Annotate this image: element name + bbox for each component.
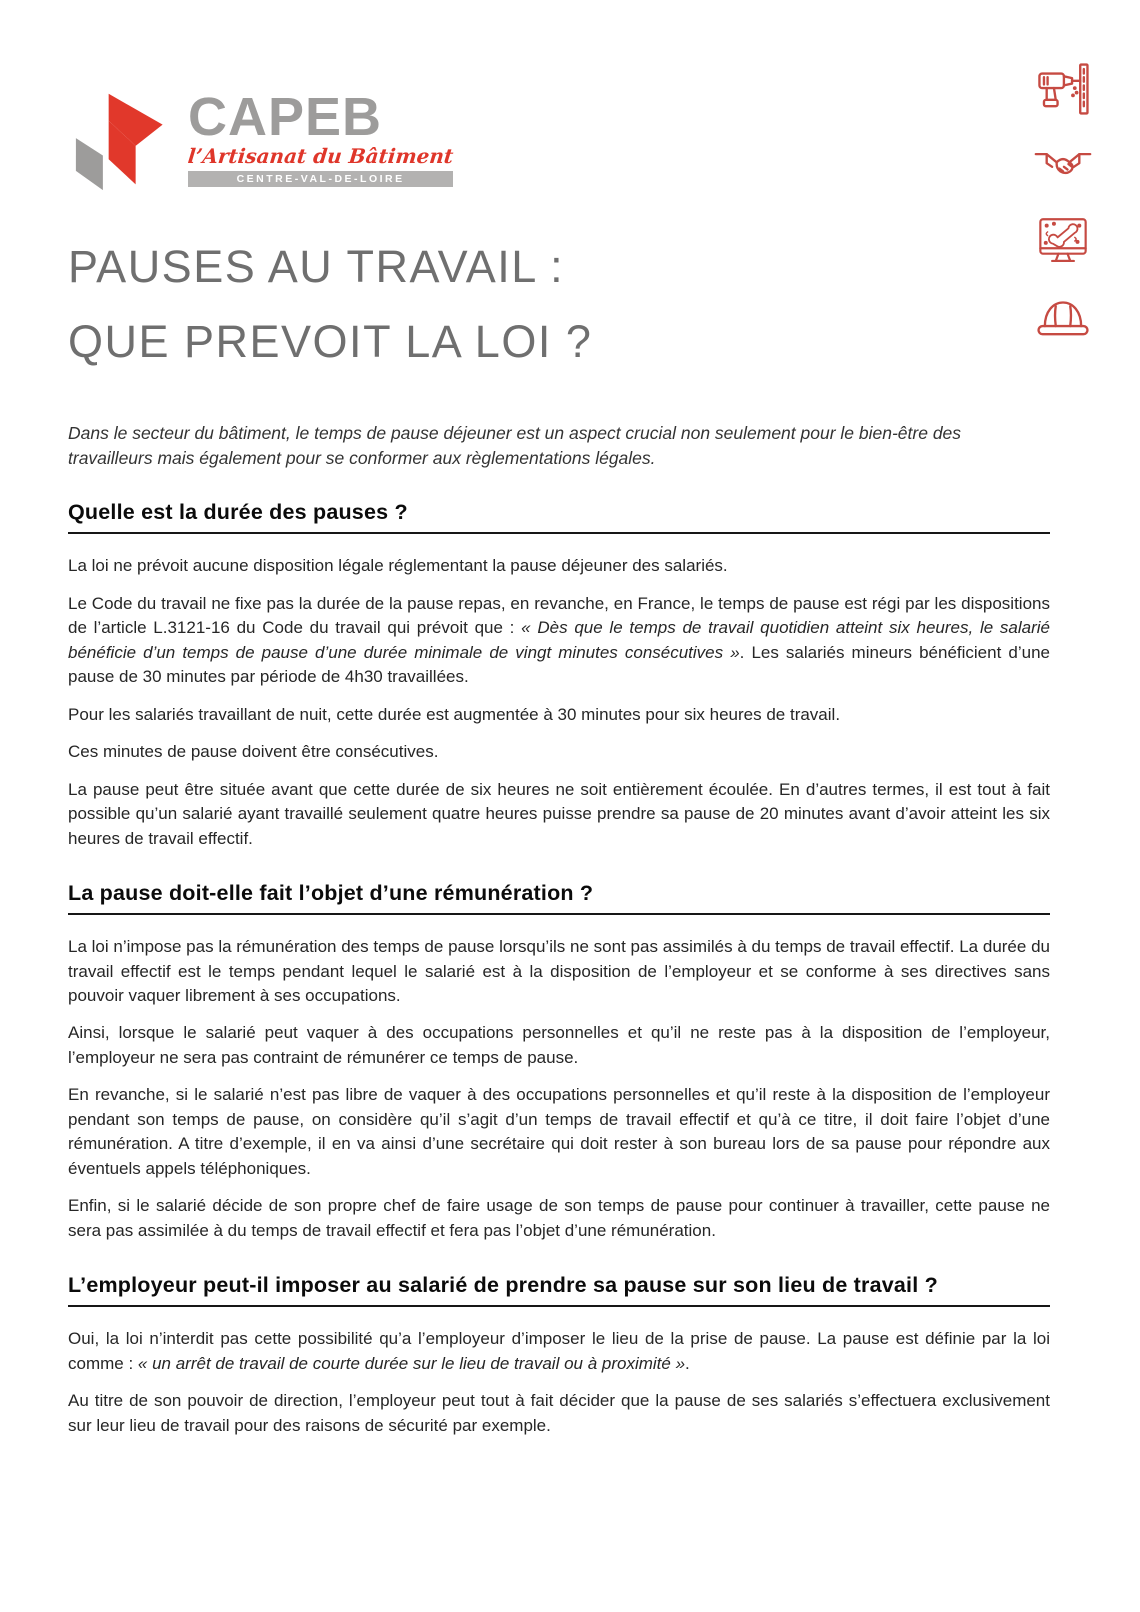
- body-text: En revanche, si le salarié n’est pas libre de vaquer à des occupations personnelles et qu’il reste à la disposition de l’employeur pendant son temps de pause, on considère qu’il s’agit d’un temps de travail effectif et qu’à ce titre, il doit faire l’objet d’une rémunération. A titre d’exemple, il en va ainsi d’une secrétaire qui doit rester à son bureau lors de sa pause pour répondre aux éventuels appels téléphoniques.: [68, 1085, 1050, 1178]
- header-icon-column: [1034, 60, 1092, 346]
- body-text: Le Code du travail ne fixe pas la durée de la pause repas, en revanche, en France, le temps de pause est régi par les dispositions de l’article L.3121-16 du Code du travail qui prévoit que :: [68, 593, 1050, 638]
- capeb-logo: [68, 87, 455, 194]
- quoted-law-text: « un arrêt de travail de courte durée sur le lieu de travail ou à proximité »: [137, 1353, 686, 1373]
- section: [68, 881, 1050, 1243]
- body-text: La pause peut être située avant que cette durée de six heures ne soit entièrement écoulée. En d’autres termes, il est tout à fait possible qu’un salarié ayant travaillé seulement quatre heures puisse prendre sa pause de 20 minutes avant d’avoir atteint les six heures de travail effectif.: [68, 779, 1050, 848]
- section-heading: Quelle est la durée des pauses ?: [68, 500, 1050, 534]
- logo-tagline: l’Artisanat du Bâtiment: [186, 143, 455, 168]
- quoted-law-text: « Dès que le temps de travail quotidien atteint six heures, le salarié bénéficie d’un temps de pause d’une durée minimale de vingt minutes consécutives »: [68, 618, 1050, 662]
- paragraph: [68, 554, 1050, 578]
- logo-region-banner: CENTRE-VAL-DE-LOIRE: [188, 171, 453, 187]
- paragraph: [68, 592, 1050, 690]
- page-title-line2: QUE PREVOIT LA LOI ?: [68, 315, 593, 367]
- body-text: La loi ne prévoit aucune disposition légale réglementant la pause déjeuner des salariés.: [68, 556, 728, 576]
- paragraph: [68, 935, 1050, 1008]
- paragraph: [68, 740, 1050, 764]
- handshake-icon: [1034, 136, 1092, 194]
- capeb-logo-text: [186, 87, 455, 187]
- paragraph: [68, 1083, 1050, 1181]
- intro-paragraph: Dans le secteur du bâtiment, le temps de pause déjeuner est un aspect crucial non seulement pour le bien-être des travailleurs mais également pour se conformer aux règlementations légales.: [68, 423, 962, 468]
- body-text: . Les salariés mineurs bénéficient d’une pause de 30 minutes par période de 4h30 travaillées.: [68, 642, 1050, 687]
- section: [68, 500, 1050, 851]
- page-title: [68, 230, 1050, 379]
- page-title-line1: PAUSES AU TRAVAIL :: [68, 241, 565, 292]
- capeb-logo-mark-icon: [68, 88, 184, 194]
- paragraph: [68, 778, 1050, 851]
- body-text: Ces minutes de pause doivent être consécutives.: [68, 742, 439, 762]
- sections: [68, 500, 1050, 1438]
- paragraph: [68, 1327, 1050, 1376]
- body-text: Oui, la loi n’interdit pas cette possibilité qu’a l’employeur d’imposer le lieu de la prise de pause. La pause est définie par la loi comme :: [68, 1329, 1050, 1373]
- logo-brand: CAPEB: [188, 87, 383, 147]
- body-text: Ainsi, lorsque le salarié peut vaquer à des occupations personnelles et qu’il ne reste pas à la disposition de l’employeur, l’employeur ne sera pas contraint de rémunérer ce temps de pause.: [68, 1023, 1050, 1067]
- paragraph: [68, 1194, 1050, 1243]
- body-text: .: [685, 1353, 690, 1373]
- monitor-wrench-icon: [1034, 212, 1092, 270]
- body-text: La loi n’impose pas la rémunération des temps de pause lorsqu’ils ne sont pas assimilés à du temps de travail effectif. La durée du travail effectif est le temps pendant lequel le salarié est à la disposition de l’employeur et se conforme à ses directives sans pouvoir vaquer librement à ses occupations.: [68, 937, 1050, 1005]
- body-text: Au titre de son pouvoir de direction, l’employeur peut tout à fait décider que la pause de ses salariés s’effectuera exclusivement sur leur lieu de travail pour des raisons de sécurité par exemple.: [68, 1391, 1050, 1435]
- paragraph: [68, 1021, 1050, 1070]
- section-heading: L’employeur peut-il imposer au salarié de prendre sa pause sur son lieu de travail ?: [68, 1273, 1050, 1307]
- paragraph: [68, 703, 1050, 727]
- body-text: Pour les salariés travaillant de nuit, cette durée est augmentée à 30 minutes pour six heures de travail.: [68, 704, 841, 724]
- section-heading: La pause doit-elle fait l’objet d’une rémunération ?: [68, 881, 1050, 915]
- hard-hat-icon: [1034, 288, 1092, 346]
- paragraph: [68, 1389, 1050, 1438]
- body-text: Enfin, si le salarié décide de son propre chef de faire usage de son temps de pause pour continuer à travailler, cette pause ne sera pas assimilée à du temps de travail effectif et fera pas l’objet d’une rémunération.: [68, 1196, 1050, 1240]
- section: [68, 1273, 1050, 1438]
- drill-icon: [1034, 60, 1092, 118]
